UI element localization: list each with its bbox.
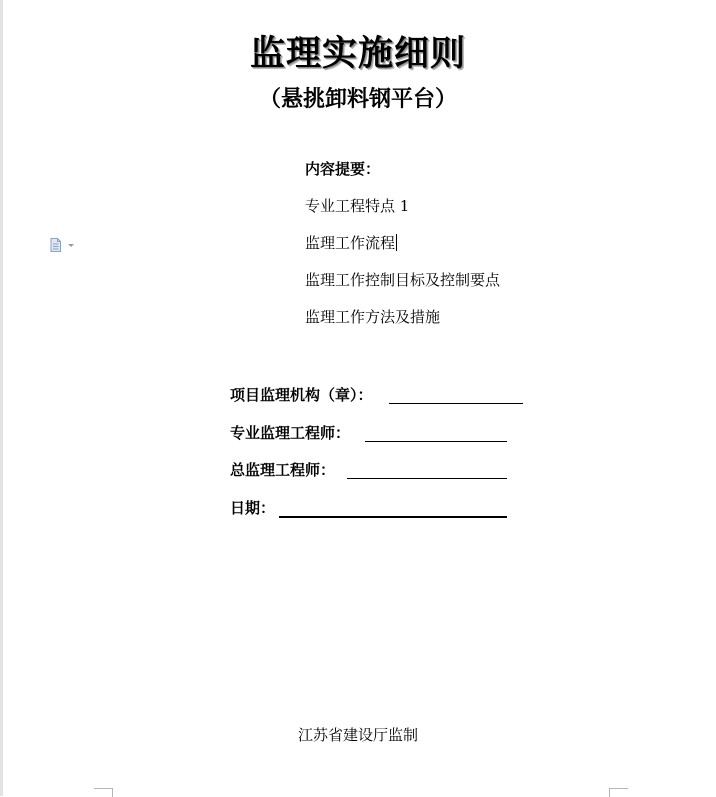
- text-cursor: [396, 234, 397, 251]
- signature-chief-label: 总监理工程师：: [230, 461, 336, 479]
- contents-item-methods[interactable]: 监理工作方法及措施: [305, 308, 441, 326]
- signature-specialist-line[interactable]: [365, 441, 507, 442]
- footer-issuer: 江苏省建设厅监制: [297, 726, 418, 744]
- contents-heading: 内容提要：: [305, 160, 381, 178]
- signature-date-line[interactable]: [279, 516, 507, 518]
- signature-chief: [230, 460, 335, 480]
- signature-date-label: 日期：: [230, 499, 276, 517]
- document-icon-glyph: [49, 238, 77, 252]
- page-left-edge: [0, 0, 3, 796]
- signature-date: [230, 498, 275, 518]
- signature-agency: [230, 385, 373, 405]
- signature-specialist-label: 专业监理工程师：: [230, 424, 351, 442]
- contents-item-workflow[interactable]: [305, 234, 500, 253]
- contents-item-features[interactable]: 专业工程特点 1: [305, 197, 410, 215]
- document-title: 监理实施细则: [249, 34, 466, 74]
- contents-item-workflow-text: 监理工作流程: [305, 234, 396, 252]
- signature-agency-label: 项目监理机构（章）：: [230, 386, 373, 404]
- signature-specialist: [230, 423, 350, 443]
- contents-item-control-objectives[interactable]: 监理工作控制目标及控制要点: [305, 271, 501, 289]
- document-subtitle: （悬挑卸料钢平台）: [258, 86, 457, 112]
- signature-chief-line[interactable]: [347, 478, 507, 479]
- signature-agency-line[interactable]: [389, 403, 523, 404]
- document-icon[interactable]: [49, 237, 77, 251]
- contents-summary: [305, 160, 500, 345]
